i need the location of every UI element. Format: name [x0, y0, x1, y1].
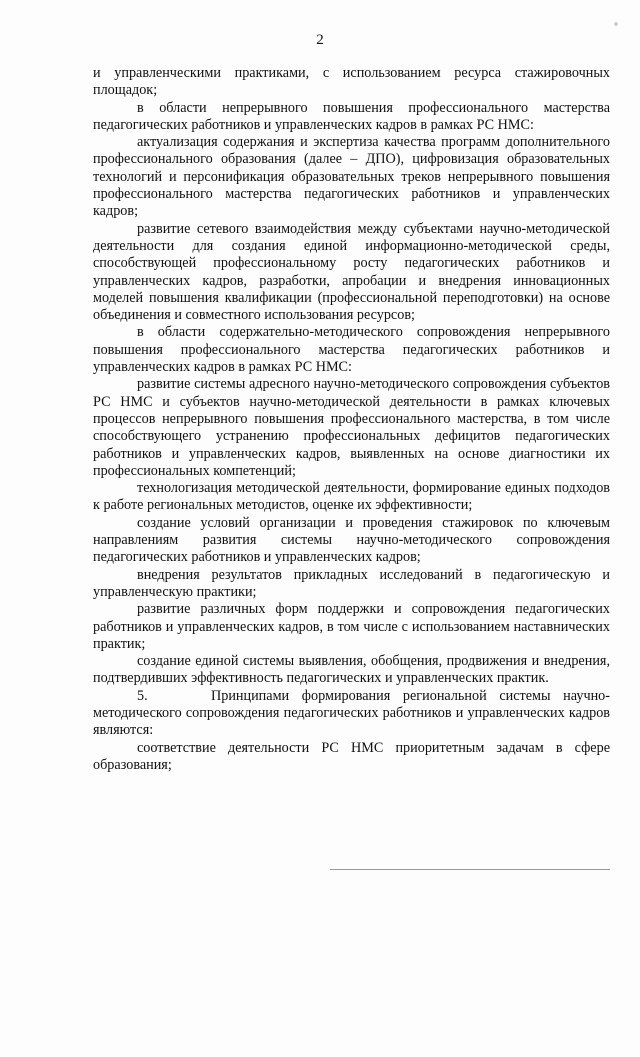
- paragraph-list-item: развитие системы адресного научно-методического сопровождения субъектов РС НМС и субъектов научно-методической деятельности в рамках ключевых процессов непрерывного повышения профессионального мастерства, в том числе способствующего устранению профессиональных дефицитов педагогических работников и управленческих кадров, выявленных на основе диагностики их профессиональных компетенций;: [93, 376, 610, 479]
- paragraph-list-item: развитие сетевого взаимодействия между субъектами научно-методической деятельности для создания единой информационно-методической среды, способствующей профессиональному росту педагогических работников и управленческих кадров, разработки, апробации и внедрения инновационных моделей повышения квалификации (профессиональной переподготовки) на основе объединения и совместного использования ресурсов;: [93, 220, 610, 324]
- paragraph-list-item: создание условий организации и проведения стажировок по ключевым направлениям развития системы научно-методического сопровождения педагогических работников и управленческих кадров;: [93, 514, 610, 566]
- paragraph-list-item: развитие различных форм поддержки и сопровождения педагогических работников и управленческих кадров, в том числе с использованием наставнических практик;: [93, 601, 610, 652]
- paragraph-section-heading: в области непрерывного повышения профессионального мастерства педагогических работников и управленческих кадров в рамках РС НМС:: [93, 99, 610, 133]
- paragraph-list-item: актуализация содержания и экспертиза качества программ дополнительного профессионального образования (далее – ДПО), цифровизация образовательных технологий и персонификация образовательных треков непрерывного повышения профессионального мастерства педагогических работников и управленческих кадров;: [93, 134, 610, 220]
- paragraph-numbered-clause: 5. Принципами формирования региональной системы научно-методического сопровождения педагогических работников и управленческих кадров являются:: [93, 687, 610, 739]
- paragraph-list-item: соответствие деятельности РС НМС приоритетным задачам в сфере образования;: [93, 739, 610, 773]
- paragraph-section-heading: в области содержательно-методического сопровождения непрерывного повышения профессионального мастерства педагогических работников и управленческих кадров в рамках РС НМС:: [93, 324, 610, 376]
- paragraph-list-item: создание единой системы выявления, обобщения, продвижения и внедрения, подтвердивших эффективность педагогических и управленческих практик.: [93, 653, 610, 687]
- footer-divider-line: [330, 869, 610, 870]
- paragraph-continuation: и управленческими практиками, с использованием ресурса стажировочных площадок;: [93, 65, 610, 99]
- paragraph-list-item: технологизация методической деятельности, формирование единых подходов к работе региональных методистов, оценке их эффективности;: [93, 480, 610, 514]
- document-body: [93, 65, 610, 774]
- page-number: 2: [316, 32, 324, 48]
- scan-speck: [614, 22, 618, 26]
- paragraph-list-item: внедрения результатов прикладных исследований в педагогическую и управленческую практики;: [93, 566, 610, 600]
